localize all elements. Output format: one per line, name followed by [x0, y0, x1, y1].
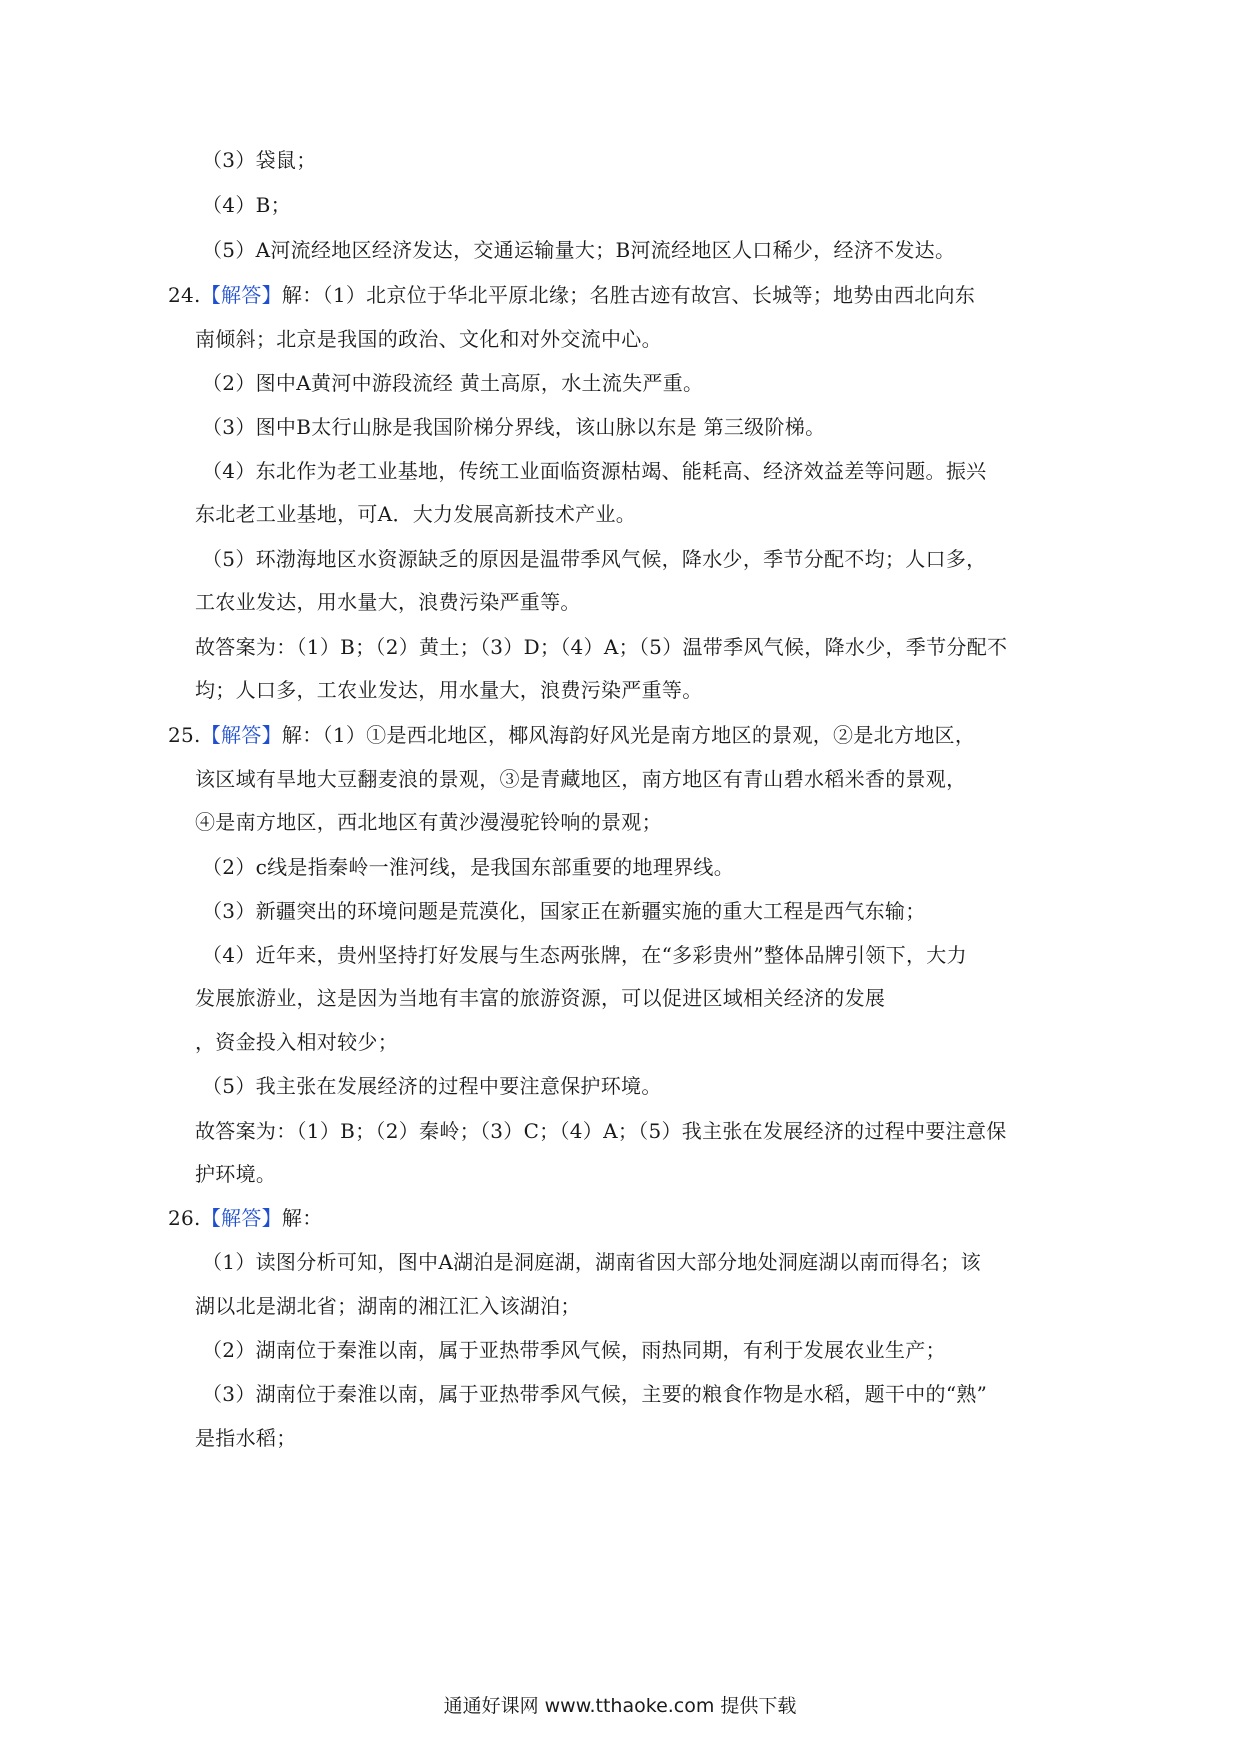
- answer-line: （4）近年来，贵州坚持打好发展与生态两张牌，在“多彩贵州”整体品牌引领下，大力: [202, 943, 967, 967]
- question-number: 26.: [168, 1206, 201, 1230]
- question-25-header: [168, 721, 975, 749]
- answer-tag: 【解答】: [200, 723, 282, 747]
- answer-tag: 【解答】: [200, 283, 282, 307]
- answer-line: 南倾斜；北京是我国的政治、文化和对外交流中心。: [195, 327, 662, 351]
- answer-line: 东北老工业基地，可A．大力发展高新技术产业。: [195, 502, 637, 526]
- answer-summary: 故答案为：（1）B；（2）黄土；（3）D；（4）A；（5）温带季风气候，降水少，季节分配不: [195, 635, 1008, 659]
- answer-line: 湖以北是湖北省；湖南的湘江汇入该湖泊；: [195, 1294, 581, 1318]
- answer-line: ，资金投入相对较少；: [195, 1030, 398, 1054]
- answer-line: （2）湖南位于秦淮以南，属于亚热带季风气候，雨热同期，有利于发展农业生产；: [202, 1338, 946, 1362]
- answer-line: ④是南方地区，西北地区有黄沙漫漫驼铃响的景观；: [195, 810, 662, 834]
- answer-line: 工农业发达，用水量大，浪费污染严重等。: [195, 590, 581, 614]
- answer-summary: 均；人口多，工农业发达，用水量大，浪费污染严重等。: [195, 678, 703, 702]
- answer-line: （5）A河流经地区经济发达，交通运输量大；B河流经地区人口稀少，经济不发达。: [202, 238, 956, 262]
- answer-line: （2）图中A黄河中游段流经 黄土高原，水土流失严重。: [202, 371, 704, 395]
- answer-line: （3）湖南位于秦淮以南，属于亚热带季风气候，主要的粮食作物是水稻，题干中的“熟”: [202, 1382, 988, 1406]
- answer-line: （2）c线是指秦岭一淮河线，是我国东部重要的地理界线。: [202, 855, 735, 879]
- question-number: 25.: [168, 723, 201, 747]
- answer-summary: 护环境。: [195, 1162, 277, 1186]
- answer-line: 解：: [281, 1206, 323, 1230]
- answer-line: 解：（1）北京位于华北平原北缘；名胜古迹有故宫、长城等；地势由西北向东: [281, 283, 976, 307]
- answer-line: 解：（1）①是西北地区，椰风海韵好风光是南方地区的景观，②是北方地区，: [281, 723, 976, 747]
- answer-tag: 【解答】: [200, 1206, 282, 1230]
- answer-line: 该区域有旱地大豆翻麦浪的景观，③是青藏地区，南方地区有青山碧水稻米香的景观，: [195, 767, 967, 791]
- answer-line: （3）袋鼠；: [202, 148, 317, 172]
- answer-line: 是指水稻；: [195, 1426, 297, 1450]
- answer-line: （3）新疆突出的环境问题是荒漠化，国家正在新疆实施的重大工程是西气东输；: [202, 899, 926, 923]
- answer-line: （5）环渤海地区水资源缺乏的原因是温带季风气候，降水少，季节分配不均；人口多，: [202, 547, 987, 571]
- answer-line: （5）我主张在发展经济的过程中要注意保护环境。: [202, 1074, 662, 1098]
- answer-line: （3）图中B太行山脉是我国阶梯分界线，该山脉以东是 第三级阶梯。: [202, 415, 826, 439]
- answer-line: （4）B；: [202, 193, 291, 217]
- answer-line: 发展旅游业，这是因为当地有丰富的旅游资源，可以促进区域相关经济的发展: [195, 986, 886, 1010]
- answer-line: （1）读图分析可知，图中A湖泊是洞庭湖，湖南省因大部分地处洞庭湖以南而得名；该: [202, 1250, 981, 1274]
- answer-summary: 故答案为：（1）B；（2）秦岭；（3）C；（4）A；（5）我主张在发展经济的过程中要注意保: [195, 1119, 1007, 1143]
- answer-line: （4）东北作为老工业基地，传统工业面临资源枯竭、能耗高、经济效益差等问题。振兴: [202, 459, 987, 483]
- question-number: 24.: [168, 283, 201, 307]
- page-footer: 通通好课网 www.tthaoke.com 提供下载: [443, 1695, 797, 1717]
- question-24-header: [168, 281, 975, 309]
- question-26-header: [168, 1204, 323, 1232]
